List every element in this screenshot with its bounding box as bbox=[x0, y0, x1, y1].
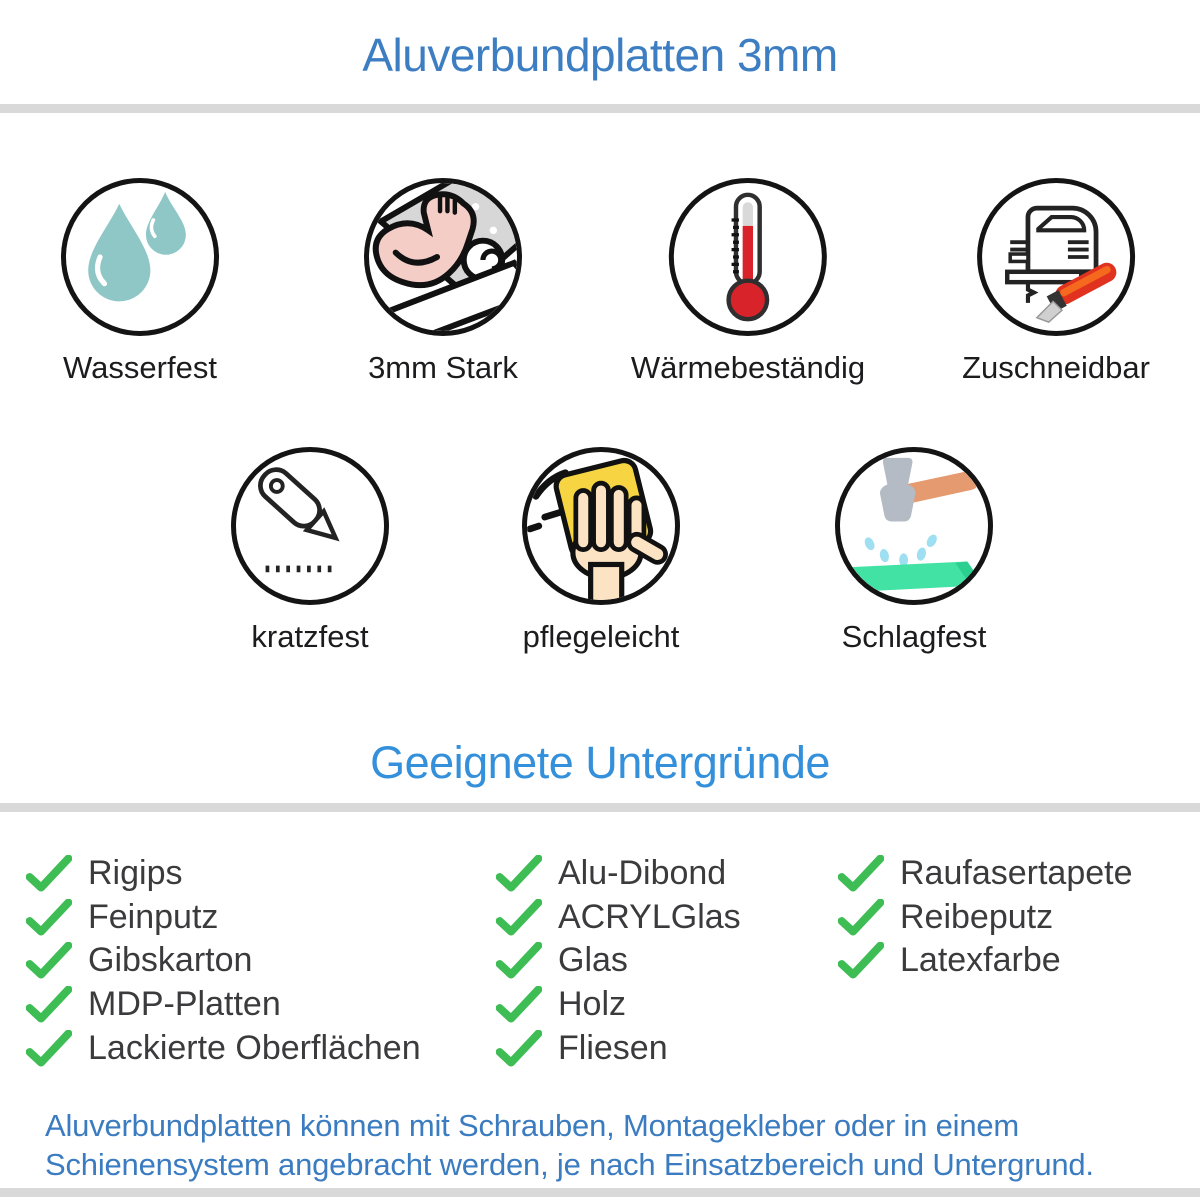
feature-label: Wärmebeständig bbox=[630, 350, 866, 385]
list-item-label: Glas bbox=[558, 941, 628, 980]
substrates-column bbox=[26, 852, 421, 1070]
list-item bbox=[838, 852, 1133, 896]
list-item-label: MDP-Platten bbox=[88, 985, 281, 1024]
feature-label: Schlagfest bbox=[841, 619, 987, 654]
list-item-label: Fliesen bbox=[558, 1028, 668, 1067]
check-icon bbox=[838, 899, 884, 936]
list-item bbox=[838, 896, 1133, 940]
check-icon bbox=[26, 986, 72, 1023]
list-item bbox=[26, 852, 421, 896]
check-icon bbox=[496, 899, 542, 936]
divider bbox=[0, 1188, 1200, 1197]
list-item-label: Gibskarton bbox=[88, 941, 253, 980]
list-item bbox=[26, 939, 421, 983]
feature-label: Zuschneidbar bbox=[962, 350, 1150, 385]
list-item bbox=[496, 896, 741, 940]
list-item bbox=[838, 939, 1133, 983]
page-title: Aluverbundplatten 3mm bbox=[362, 29, 838, 81]
list-item bbox=[496, 852, 741, 896]
list-item-label: Alu-Dibond bbox=[558, 854, 727, 893]
utility-knife-icon bbox=[231, 447, 389, 605]
check-icon bbox=[26, 942, 72, 979]
feature-item bbox=[522, 447, 680, 656]
substrates-column bbox=[496, 852, 741, 1070]
list-item bbox=[26, 983, 421, 1027]
feature-label: kratzfest bbox=[251, 619, 369, 654]
check-icon bbox=[496, 855, 542, 892]
list-item bbox=[496, 983, 741, 1027]
check-icon bbox=[26, 1030, 72, 1067]
list-item-label: Reibeputz bbox=[900, 897, 1054, 936]
list-item-label: Holz bbox=[558, 985, 627, 1024]
cleaning-cloth-hand-icon bbox=[522, 447, 680, 605]
feature-label: Wasserfest bbox=[63, 350, 217, 385]
check-icon bbox=[496, 942, 542, 979]
substrates-column bbox=[838, 852, 1133, 983]
section-title: Geeignete Untergründe bbox=[370, 737, 830, 788]
list-item-label: ACRYLGlas bbox=[558, 897, 741, 936]
list-item-label: Raufasertapete bbox=[900, 854, 1133, 893]
divider bbox=[0, 104, 1200, 113]
check-icon bbox=[26, 855, 72, 892]
feature-item bbox=[231, 447, 389, 656]
check-icon bbox=[26, 899, 72, 936]
list-item bbox=[496, 1026, 741, 1070]
feature-label: 3mm Stark bbox=[368, 350, 518, 385]
thermometer-icon bbox=[669, 178, 827, 336]
check-icon bbox=[838, 942, 884, 979]
list-item-label: Lackierte Oberflächen bbox=[88, 1028, 421, 1067]
water-drops-icon bbox=[61, 178, 219, 336]
check-icon bbox=[496, 1030, 542, 1067]
divider bbox=[0, 803, 1200, 812]
list-item bbox=[26, 896, 421, 940]
check-icon bbox=[838, 855, 884, 892]
jigsaw-icon bbox=[977, 178, 1135, 336]
list-item-label: Latexfarbe bbox=[900, 941, 1061, 980]
list-item bbox=[26, 1026, 421, 1070]
footer-note: Aluverbundplatten können mit Schrauben, Montagekleber oder in einem Schienensystem angebracht werden, je nach Einsatzbereich und Untergrund. bbox=[45, 1108, 1094, 1182]
feature-item bbox=[962, 178, 1150, 387]
feature-label: pflegeleicht bbox=[522, 619, 680, 654]
feature-item bbox=[364, 178, 522, 387]
muscle-arm-icon bbox=[364, 178, 522, 336]
hammer-icon bbox=[835, 447, 993, 605]
check-icon bbox=[496, 986, 542, 1023]
list-item bbox=[496, 939, 741, 983]
feature-item bbox=[61, 178, 219, 387]
list-item-label: Feinputz bbox=[88, 897, 219, 936]
list-item-label: Rigips bbox=[88, 854, 183, 893]
feature-item bbox=[631, 178, 865, 387]
feature-item bbox=[835, 447, 993, 656]
